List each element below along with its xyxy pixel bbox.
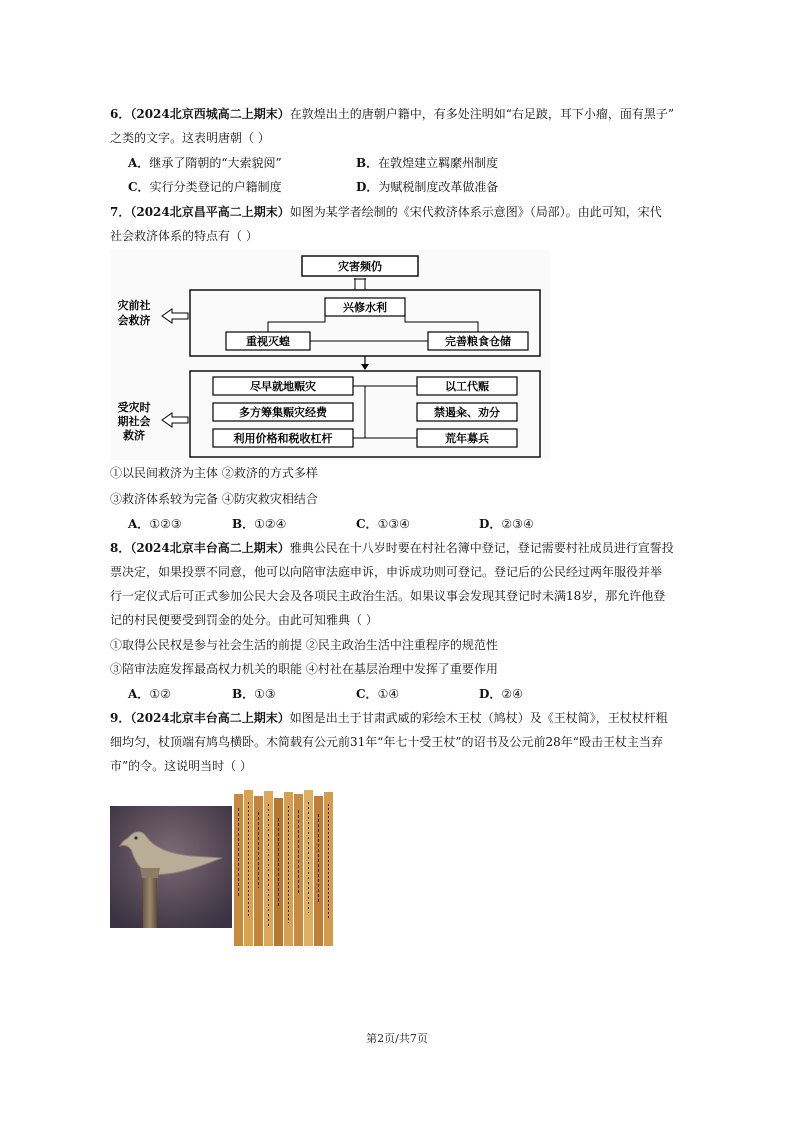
q9-stem-1: 如图是出土于甘肃武威的彩绘木王杖（鸠杖）及《王杖简》，王杖杖杆粗 xyxy=(289,711,668,725)
q8-stem-3: 行一定仪式后可正式参加公民大会及各项民主政治生活。如果议事会发现其登记时未满18岁，那允许他登 xyxy=(110,589,666,603)
q9-line1 xyxy=(110,710,668,726)
q7-option-c[interactable]: C．①③④ xyxy=(356,517,410,531)
page-footer: 第2页/共7页 xyxy=(366,1032,428,1045)
q6-number: 6． xyxy=(110,107,131,121)
q7-stem-1: 如图为某学者绘制的《宋代救济体系示意图》（局部）。由此可知，宋代 xyxy=(289,205,662,219)
q8-line1 xyxy=(110,540,674,556)
box-b-label: 多方筹集赈灾经费 xyxy=(239,406,327,419)
q8-statement-1: ①取得公民权是参与社会生活的前提 ②民主政治生活中注重程序的规范性 xyxy=(110,638,498,652)
q7-stem-2: 社会救济体系的特点有（ ） xyxy=(110,229,258,243)
q8-stem-4: 记的村民便要受到罚金的处分。由此可知雅典（ ） xyxy=(110,613,378,627)
box-d-label: 以工代赈 xyxy=(445,380,489,393)
q7-line1 xyxy=(110,204,662,220)
q6-option-a[interactable]: A．继承了隋朝的“大索貌阅” xyxy=(128,156,282,170)
q6-source: （2024北京西城高二上期末） xyxy=(130,107,290,121)
q6-option-b[interactable]: B．在敦煌建立羁縻州制度 xyxy=(356,156,499,170)
q9-source: （2024北京丰台高二上期末） xyxy=(130,711,290,725)
box-top-label: 灾害频仍 xyxy=(338,260,382,273)
q6-stem-2: 之类的文字。这表明唐朝（ ） xyxy=(110,131,270,145)
q8-stem-2: 票决定，如果投票不同意，他可以向陪审法庭申诉，申诉成功则可登记。登记后的公民经过两年服役并举 xyxy=(110,565,663,579)
q6-option-c[interactable]: C．实行分类登记的户籍制度 xyxy=(128,180,282,194)
box-e-label: 禁遏籴、劝分 xyxy=(434,406,500,419)
q7-statement-1: ①以民间救济为主体 ②救济的方式多样 xyxy=(110,466,318,480)
q8-option-c[interactable]: C．①④ xyxy=(356,687,400,701)
q7-statement-2: ③救济体系较为完备 ④防灾救灾相结合 xyxy=(110,492,318,506)
label-pre-1: 灾前社 xyxy=(117,299,151,312)
staff-pole xyxy=(143,876,157,928)
box-granary-label: 完善粮食仓储 xyxy=(445,335,511,348)
dove-eye xyxy=(134,836,137,839)
relief-system-diagram xyxy=(110,250,550,460)
q8-source: （2024北京丰台高二上期末） xyxy=(130,541,290,555)
box-locust-label: 重视灭蝗 xyxy=(246,335,290,348)
q8-stem-1: 雅典公民在十八岁时要在村社名簿中登记，登记需要村社成员进行宣誓投 xyxy=(289,541,674,555)
q9-number: 9． xyxy=(110,711,131,725)
q8-option-b[interactable]: B．①③ xyxy=(232,687,276,701)
q8-option-a[interactable]: A．①② xyxy=(128,687,171,701)
bird-staff-photo xyxy=(110,806,232,928)
box-a-label: 尽早就地赈灾 xyxy=(250,380,316,393)
label-during-3: 救济 xyxy=(123,429,145,442)
q6-option-d[interactable]: D．为赋税制度改革做准备 xyxy=(356,180,499,194)
box-water-works-label: 兴修水利 xyxy=(343,301,387,314)
q7-option-a[interactable]: A．①②③ xyxy=(128,517,182,531)
q8-statement-2: ③陪审法庭发挥最高权力机关的职能 ④村社在基层治理中发挥了重要作用 xyxy=(110,662,498,676)
q9-stem-3: 市”的令。这说明当时（ ） xyxy=(110,759,252,773)
box-f-label: 荒年募兵 xyxy=(445,432,489,445)
staff-joint xyxy=(140,868,160,878)
q6-stem-1: 在敦煌出土的唐朝户籍中，有多处注明如“右足跛，耳下小瘤，面有黑子” xyxy=(289,107,675,121)
q8-number: 8． xyxy=(110,541,131,555)
q6-line1 xyxy=(110,106,674,122)
box-c-label: 利用价格和税收杠杆 xyxy=(233,432,333,445)
q7-option-b[interactable]: B．①②④ xyxy=(232,517,287,531)
q9-stem-2: 细均匀，杖顶端有鸠鸟横卧。木简载有公元前31年“年七十受王杖”的诏书及公元前28年“殴击王杖主当弃 xyxy=(110,735,663,749)
label-during-2: 期社会 xyxy=(117,415,151,428)
label-pre-2: 会救济 xyxy=(117,314,151,327)
q7-option-d[interactable]: D．②③④ xyxy=(479,517,534,531)
bamboo-slips-photo xyxy=(232,788,336,950)
q7-source: （2024北京昌平高二上期末） xyxy=(130,205,290,219)
q7-number: 7． xyxy=(110,205,131,219)
label-during-1: 受灾时 xyxy=(117,401,151,414)
q8-option-d[interactable]: D．②④ xyxy=(479,687,523,701)
